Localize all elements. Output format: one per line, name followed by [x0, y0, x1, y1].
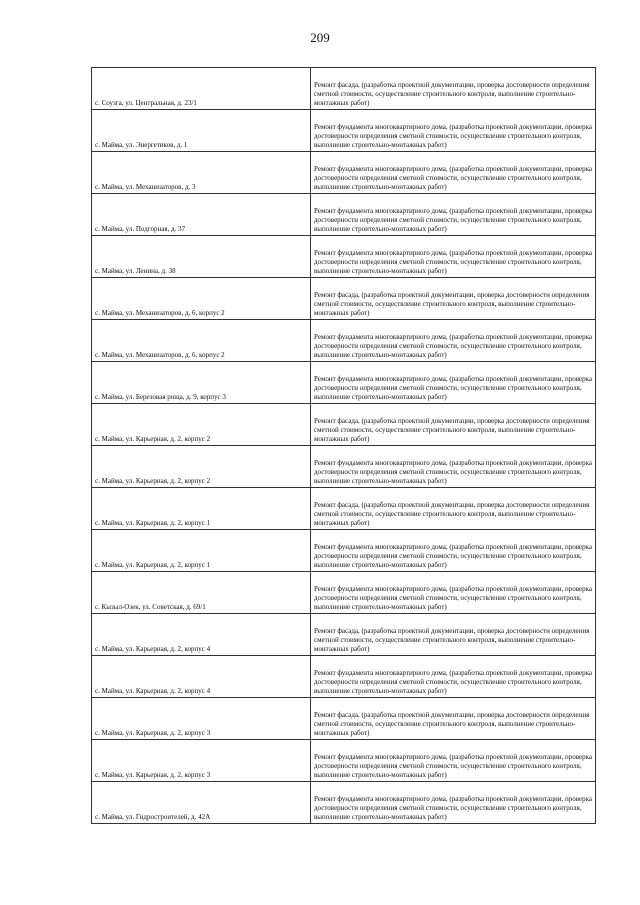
- work-description-cell: Ремонт фундамента многоквартирного дома, (разработка проектной документации, проверка достоверности определения сметной стоимости, осуществление строительного контроля, выполнение строительно-монтажных работ): [311, 236, 596, 278]
- table-row: [92, 152, 596, 194]
- address-cell: с. Майма, ул. Карьерная, д. 2, корпус 3: [92, 740, 311, 782]
- work-description-cell: Ремонт фундамента многоквартирного дома, (разработка проектной документации, проверка достоверности определения сметной стоимости, осуществление строительного контроля, выполнение строительно-монтажных работ): [311, 572, 596, 614]
- address-cell: с. Майма, ул. Карьерная, д. 2, корпус 4: [92, 614, 311, 656]
- address-cell: с. Майма, ул. Карьерная, д. 2, корпус 4: [92, 656, 311, 698]
- table-row: [92, 782, 596, 824]
- work-description-cell: Ремонт фундамента многоквартирного дома, (разработка проектной документации, проверка достоверности определения сметной стоимости, осуществление строительного контроля, выполнение строительно-монтажных работ): [311, 782, 596, 824]
- address-cell: с. Майма, ул. Энергетиков, д. 1: [92, 110, 311, 152]
- work-description-cell: Ремонт фундамента многоквартирного дома, (разработка проектной документации, проверка достоверности определения сметной стоимости, осуществление строительного контроля, выполнение строительно-монтажных работ): [311, 656, 596, 698]
- table-row: [92, 110, 596, 152]
- address-cell: с. Майма, ул. Карьерная, д. 2, корпус 1: [92, 530, 311, 572]
- work-description-cell: Ремонт фасада, (разработка проектной документации, проверка достоверности определения сметной стоимости, осуществление строительного контроля, выполнение строительно-монтажных работ): [311, 614, 596, 656]
- address-cell: с. Майма, ул. Березовая роща, д. 9, корпус 3: [92, 362, 311, 404]
- address-cell: с. Майма, ул. Карьерная, д. 2, корпус 2: [92, 404, 311, 446]
- address-cell: с. Майма, ул. Карьерная, д. 2, корпус 2: [92, 446, 311, 488]
- table-row: [92, 362, 596, 404]
- work-description-cell: Ремонт фундамента многоквартирного дома, (разработка проектной документации, проверка достоверности определения сметной стоимости, осуществление строительного контроля, выполнение строительно-монтажных работ): [311, 530, 596, 572]
- table-row: [92, 530, 596, 572]
- table-row: [92, 698, 596, 740]
- table-row: [92, 278, 596, 320]
- table-row: [92, 656, 596, 698]
- work-description-cell: Ремонт фундамента многоквартирного дома, (разработка проектной документации, проверка достоверности определения сметной стоимости, осуществление строительного контроля, выполнение строительно-монтажных работ): [311, 320, 596, 362]
- work-description-cell: Ремонт фасада, (разработка проектной документации, проверка достоверности определения сметной стоимости, осуществление строительного контроля, выполнение строительно-монтажных работ): [311, 404, 596, 446]
- table-row: [92, 236, 596, 278]
- table-row: [92, 488, 596, 530]
- work-description-cell: Ремонт фундамента многоквартирного дома, (разработка проектной документации, проверка достоверности определения сметной стоимости, осуществление строительного контроля, выполнение строительно-монтажных работ): [311, 110, 596, 152]
- address-cell: с. Майма, ул. Подгорная, д. 37: [92, 194, 311, 236]
- work-description-cell: Ремонт фасада, (разработка проектной документации, проверка достоверности определения сметной стоимости, осуществление строительного контроля, выполнение строительно-монтажных работ): [311, 278, 596, 320]
- table-row: [92, 614, 596, 656]
- work-description-cell: Ремонт фундамента многоквартирного дома, (разработка проектной документации, проверка достоверности определения сметной стоимости, осуществление строительного контроля, выполнение строительно-монтажных работ): [311, 362, 596, 404]
- works-table: [91, 67, 596, 824]
- table-row: [92, 404, 596, 446]
- address-cell: с. Майма, ул. Карьерная, д. 2, корпус 1: [92, 488, 311, 530]
- work-description-cell: Ремонт фундамента многоквартирного дома, (разработка проектной документации, проверка достоверности определения сметной стоимости, осуществление строительного контроля, выполнение строительно-монтажных работ): [311, 740, 596, 782]
- table-row: [92, 68, 596, 110]
- address-cell: с. Майма, ул. Механизаторов, д. 6, корпус 2: [92, 320, 311, 362]
- work-description-cell: Ремонт фундамента многоквартирного дома, (разработка проектной документации, проверка достоверности определения сметной стоимости, осуществление строительного контроля, выполнение строительно-монтажных работ): [311, 152, 596, 194]
- works-table-body: [92, 68, 596, 824]
- table-row: [92, 572, 596, 614]
- address-cell: с. Соузга, ул. Центральная, д. 23/1: [92, 68, 311, 110]
- address-cell: с. Майма, ул. Механизаторов, д. 3: [92, 152, 311, 194]
- address-cell: с. Майма, ул. Гидростроителей, д. 42А: [92, 782, 311, 824]
- table-row: [92, 446, 596, 488]
- table-row: [92, 740, 596, 782]
- work-description-cell: Ремонт фундамента многоквартирного дома, (разработка проектной документации, проверка достоверности определения сметной стоимости, осуществление строительного контроля, выполнение строительно-монтажных работ): [311, 446, 596, 488]
- work-description-cell: Ремонт фундамента многоквартирного дома, (разработка проектной документации, проверка достоверности определения сметной стоимости, осуществление строительного контроля, выполнение строительно-монтажных работ): [311, 194, 596, 236]
- work-description-cell: Ремонт фасада, (разработка проектной документации, проверка достоверности определения сметной стоимости, осуществление строительного контроля, выполнение строительно-монтажных работ): [311, 68, 596, 110]
- address-cell: с. Кызыл-Озек, ул. Советская, д. 69/1: [92, 572, 311, 614]
- address-cell: с. Майма, ул. Ленина, д. 38: [92, 236, 311, 278]
- work-description-cell: Ремонт фасада, (разработка проектной документации, проверка достоверности определения сметной стоимости, осуществление строительного контроля, выполнение строительно-монтажных работ): [311, 488, 596, 530]
- table-row: [92, 320, 596, 362]
- address-cell: с. Майма, ул. Механизаторов, д. 6, корпус 2: [92, 278, 311, 320]
- work-description-cell: Ремонт фасада, (разработка проектной документации, проверка достоверности определения сметной стоимости, осуществление строительного контроля, выполнение строительно-монтажных работ): [311, 698, 596, 740]
- table-row: [92, 194, 596, 236]
- address-cell: с. Майма, ул. Карьерная, д. 2, корпус 3: [92, 698, 311, 740]
- page-number: 209: [310, 30, 330, 45]
